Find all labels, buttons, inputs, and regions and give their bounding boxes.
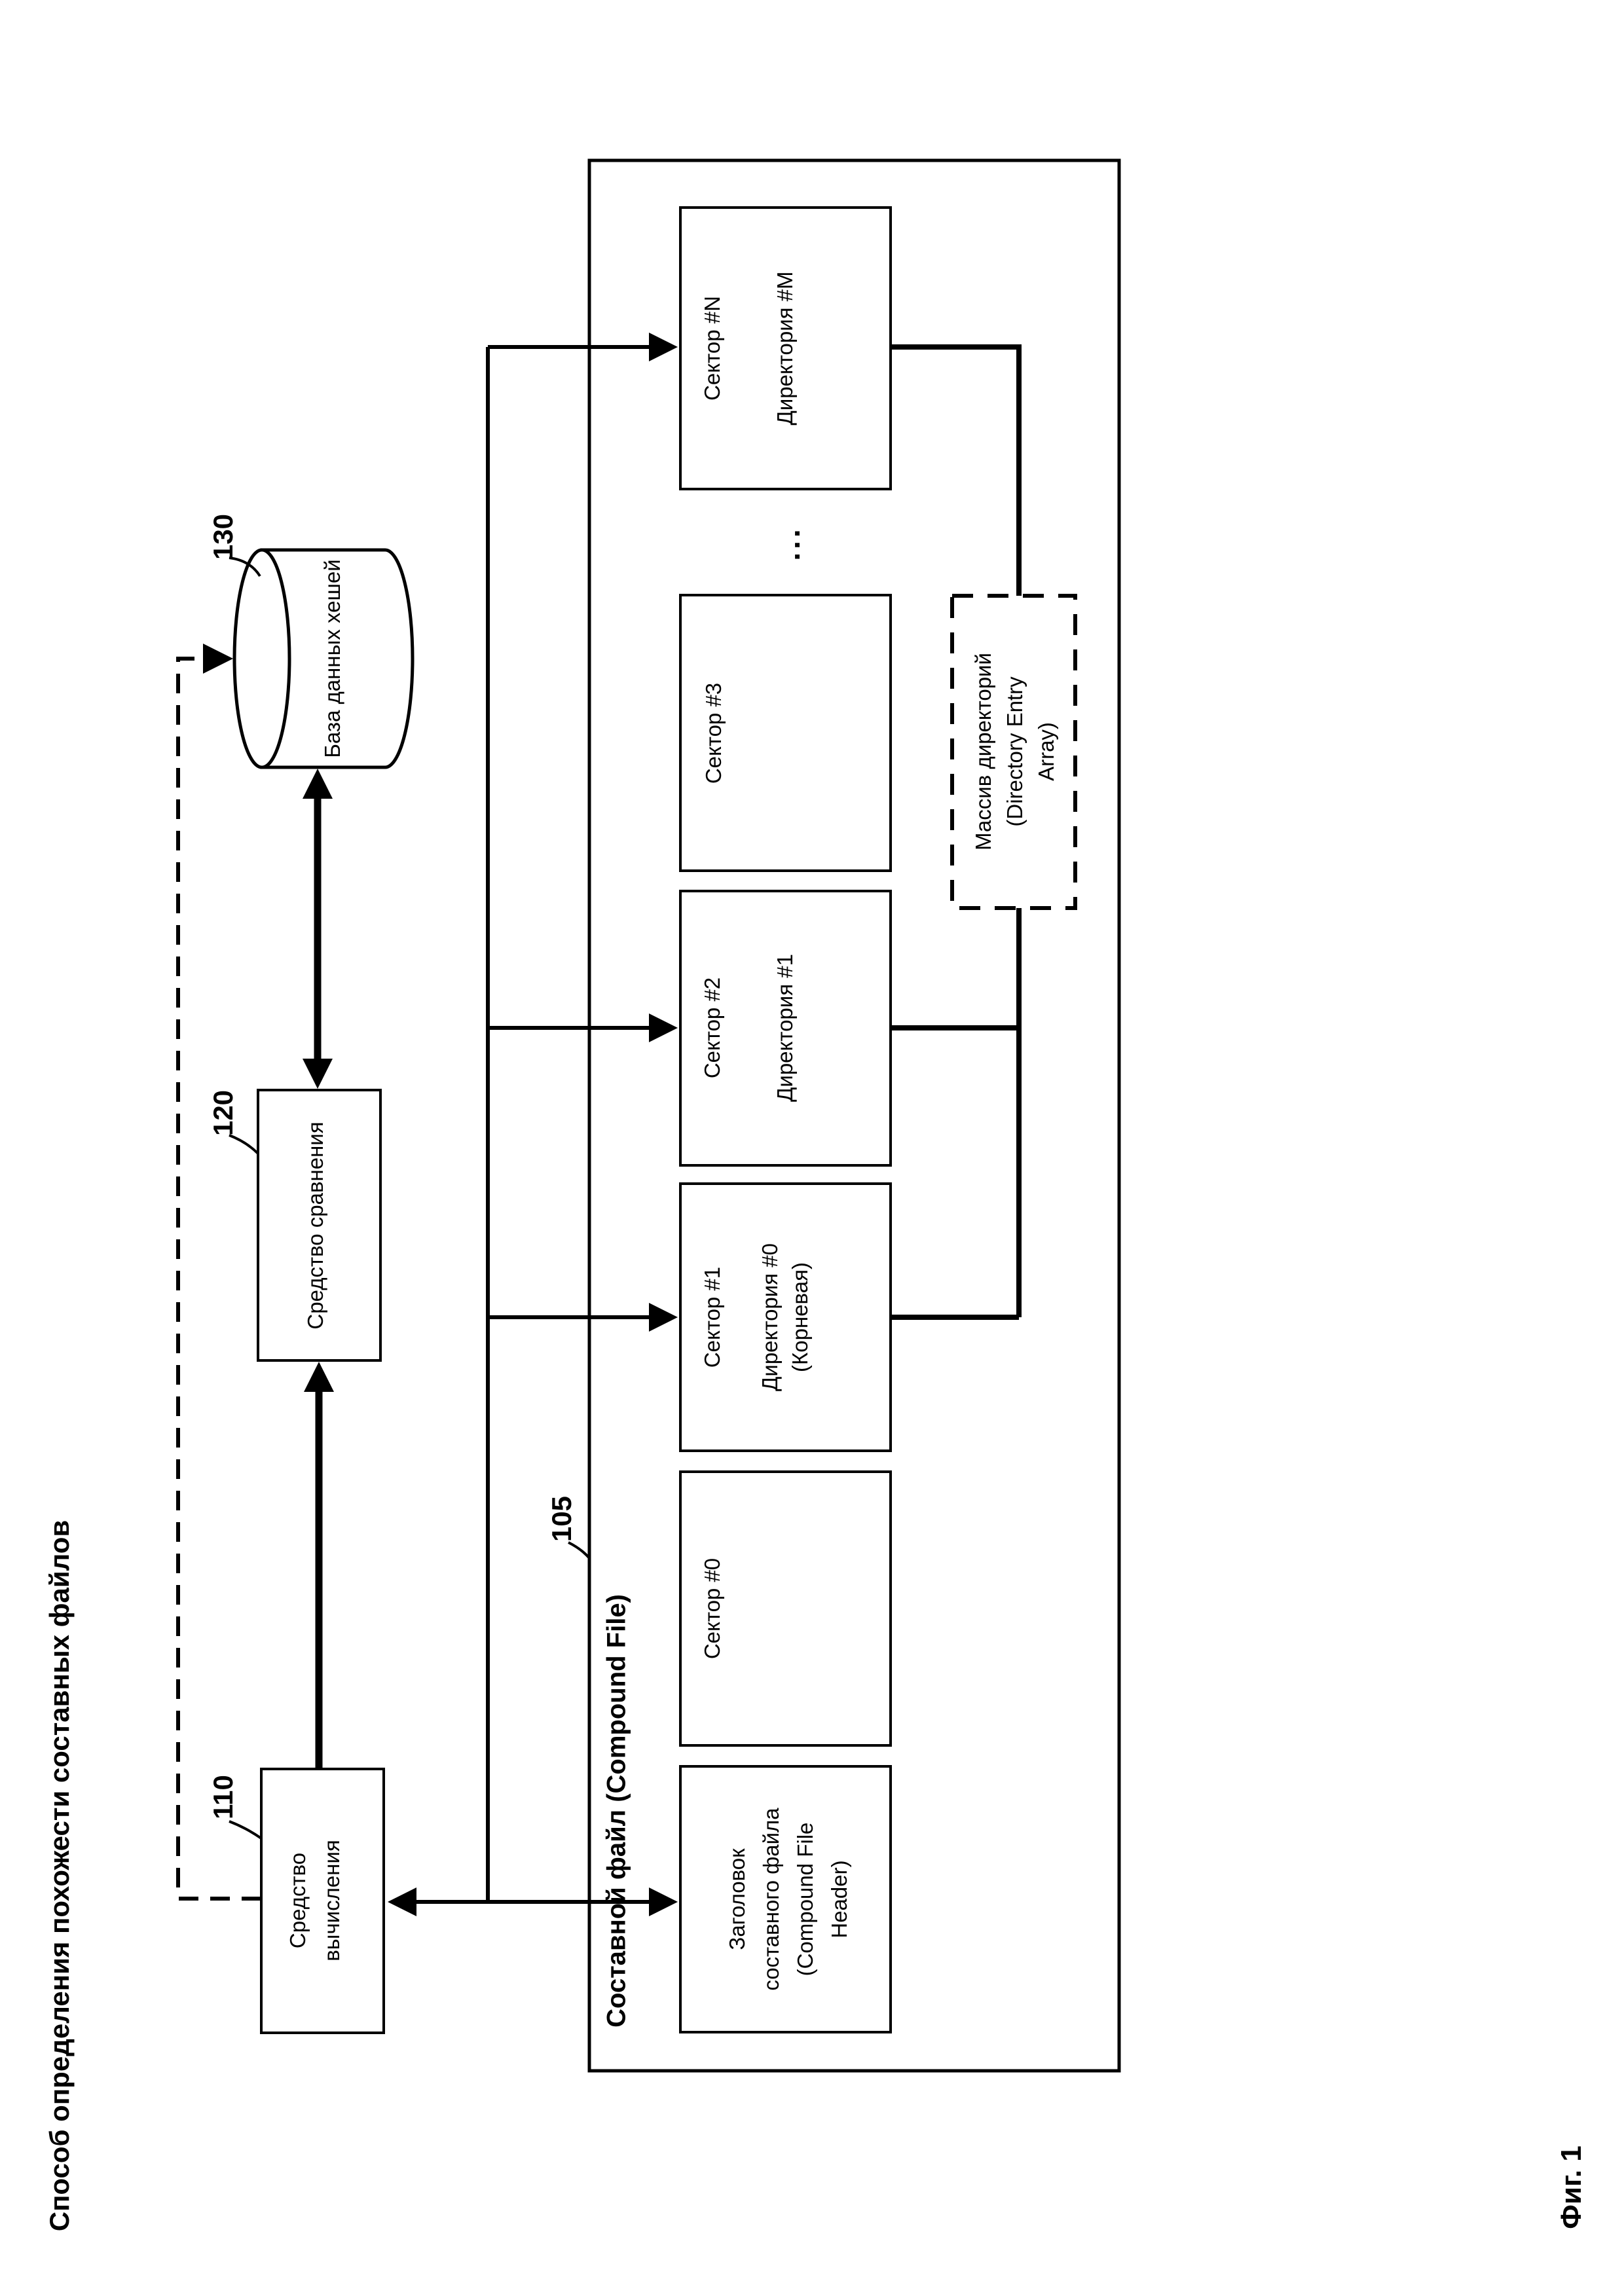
figure-label: Фиг. 1 (1555, 2145, 1587, 2229)
sector-n-sub: Директория #M (772, 271, 797, 426)
directory-array-label (968, 653, 1062, 850)
ref-130: 130 (208, 513, 238, 560)
sector-1-sub (755, 1243, 815, 1391)
arrowhead-into-compute (388, 1887, 416, 1916)
header-line3: (Compound File (793, 1822, 817, 1977)
arrowhead-into-compare-top (303, 1059, 333, 1089)
sectors-ellipsis: ... (772, 526, 806, 561)
arrowhead-into-sector-n (649, 333, 678, 361)
arrowhead-into-header (649, 1887, 678, 1916)
ref-110-leader (229, 1821, 261, 1838)
header-line1: Заголовок (725, 1848, 749, 1950)
arrowhead-into-sector-1 (649, 1303, 678, 1332)
compound-header-label (720, 1808, 857, 1990)
sector-1-sub-line1: Директория #0 (758, 1243, 782, 1391)
ref-105-leader (568, 1542, 589, 1558)
compute-box-line2: вычисления (320, 1840, 344, 1961)
compute-box-line1: Средство (286, 1852, 310, 1949)
compare-box-label: Средство сравнения (303, 1121, 327, 1330)
ref-105: 105 (546, 1495, 577, 1542)
sector-1-sub-line2: (Корневая) (788, 1262, 812, 1372)
sector-1-title: Сектор #1 (699, 1266, 724, 1368)
directory-array-line2: (Directory Entry (1003, 676, 1027, 827)
compute-box-label (281, 1840, 349, 1961)
ref-110: 110 (208, 1775, 238, 1819)
arrowhead-into-database (203, 644, 233, 674)
directory-array-line1: Массив директорий (971, 653, 995, 850)
sector-2-sub: Директория #1 (772, 954, 797, 1102)
sector-0-title: Сектор #0 (699, 1558, 724, 1660)
compute-to-database-dashed-line (178, 659, 261, 1899)
sector-2-title: Сектор #2 (699, 977, 724, 1079)
database-cylinder-cap (234, 550, 289, 767)
arrowhead-into-database-bottom (303, 769, 333, 799)
compound-file-label: Составной файл (Compound File) (602, 1594, 631, 2028)
rail-sectors-to-array (891, 908, 1019, 1317)
header-line2: составного файла (759, 1808, 783, 1991)
sector-n-title: Сектор #N (699, 296, 724, 401)
rail-sector-n-to-array (891, 347, 1019, 596)
sector-3-title: Сектор #3 (701, 682, 726, 784)
arrowhead-into-sector-2 (649, 1013, 678, 1042)
ref-120-leader (229, 1135, 258, 1154)
header-line4: Header) (827, 1860, 851, 1939)
arrowhead-into-compare-bottom (304, 1362, 334, 1392)
directory-array-line3: Array) (1034, 722, 1058, 781)
page-title: Способ определения похожести составных файлов (44, 1520, 75, 2232)
database-label: База данных хешей (320, 559, 344, 758)
ref-120: 120 (208, 1089, 238, 1137)
